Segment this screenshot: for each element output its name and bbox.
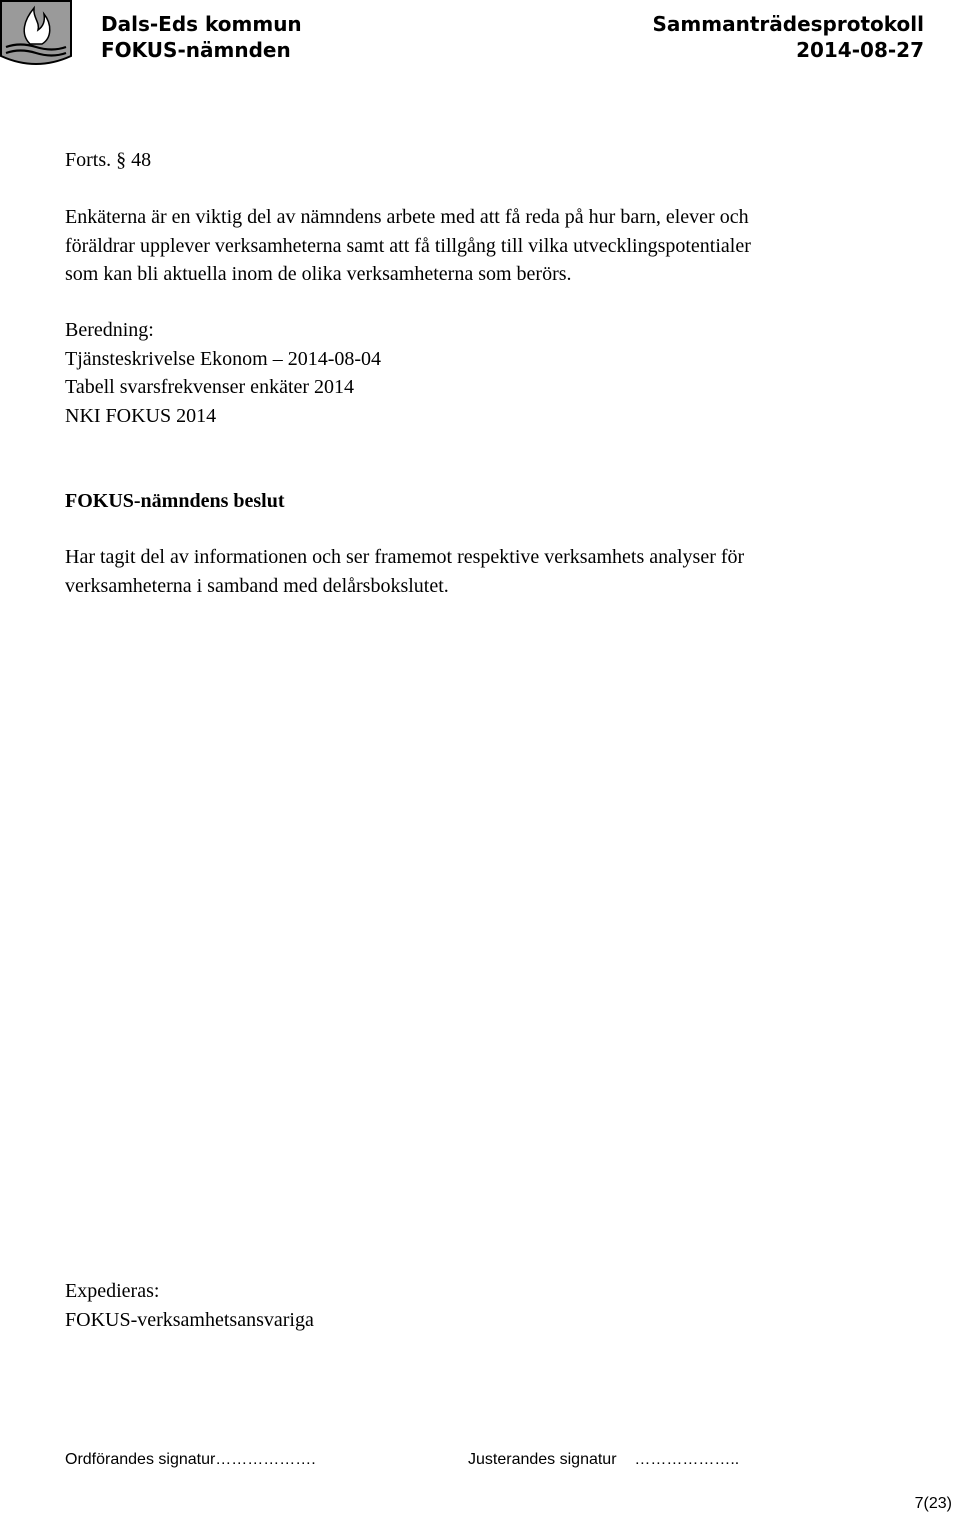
municipality-name: Dals-Eds kommun bbox=[101, 12, 302, 36]
document-type: Sammanträdesprotokoll bbox=[652, 12, 924, 36]
page-number: 7(23) bbox=[914, 1495, 952, 1512]
dispatch-block bbox=[65, 1277, 314, 1334]
section-reference: Forts. § 48 bbox=[65, 149, 152, 171]
chair-signature-line: Ordförandes signatur………………. bbox=[65, 1451, 316, 1468]
preparation-item: NKI FOKUS 2014 bbox=[65, 404, 217, 427]
dispatch-heading: Expedieras: bbox=[65, 1280, 160, 1302]
preparation-item: Tabell svarsfrekvenser enkäter 2014 bbox=[65, 376, 355, 399]
decision-line: Har tagit del av informationen och ser framemot respektive verksamhets analyser för bbox=[65, 546, 745, 568]
preparation-heading: Beredning: bbox=[65, 319, 154, 341]
dispatch-recipient: FOKUS-verksamhetsansvariga bbox=[65, 1308, 314, 1331]
adjuster-signature-line: Justerandes signatur ……………….. bbox=[468, 1451, 740, 1468]
decision-heading: FOKUS-nämndens beslut bbox=[65, 490, 285, 512]
header-right bbox=[653, 12, 924, 64]
municipality-logo-icon bbox=[0, 0, 72, 68]
header-left bbox=[101, 12, 302, 64]
paragraph-line: föräldrar upplever verksamheterna samt att få tillgång till vilka utvecklingspotentialer bbox=[65, 234, 751, 257]
preparation-block bbox=[65, 316, 381, 430]
committee-name: FOKUS-nämnden bbox=[101, 38, 291, 62]
meeting-date: 2014-08-27 bbox=[796, 38, 924, 62]
paragraph-line: Enkäterna är en viktig del av nämndens arbete med att få reda på hur barn, elever och bbox=[65, 206, 749, 228]
intro-paragraph bbox=[65, 203, 751, 289]
decision-line: verksamheterna i samband med delårsbokslutet. bbox=[65, 574, 449, 597]
decision-text bbox=[65, 543, 744, 600]
paragraph-line: som kan bli aktuella inom de olika verksamheterna som berörs. bbox=[65, 263, 572, 286]
preparation-item: Tjänsteskrivelse Ekonom – 2014-08-04 bbox=[65, 347, 382, 370]
